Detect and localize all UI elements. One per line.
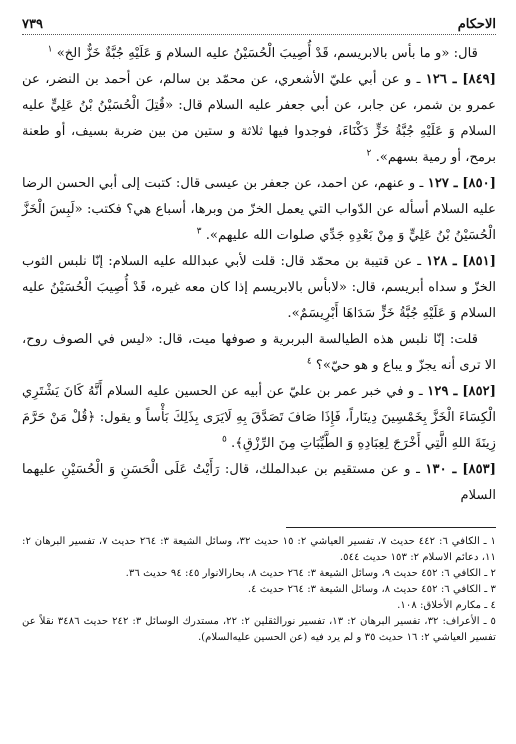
hadith-entry: [٨٤٩] ـ ١٢٦ ـ و عن أبي عليّ الأشعري، عن محمّد بن سالم، عن أحمد بن النضر، عن عمرو بن شمر، عن جابر، عن أبي جعفر عليه السلام قال: «قُتِلَ الْحُسَيْنُ بْنُ عَلِيٍّ عليه السلام وَ عَلَيْهِ جُبَّةُ خَزٍّ دَكْنَاءَ، فوجدوا فيها ثلاثة و ستين من بين ضربة بسيف، أو طعنة برمح، أو رمية بسهم». $^٢$: [22, 72, 496, 165]
footnote-ref[interactable]: ٣: [196, 226, 202, 237]
hadith-number: [٨٥٠] ـ ١٢٧: [427, 176, 497, 191]
footnote-separator: [286, 527, 496, 528]
paragraph: قلت: إنّا نلبس هذه الطيالسة البربرية و صوفها ميت، قال: «ليس في الصوف روح، الا ترى أنه يجزّ و يباع و هو حيّ»؟ $^٤$: [22, 332, 496, 373]
footnote-ref[interactable]: ١: [47, 44, 53, 55]
footnote: ٥ ـ الأعراف: ٣٢، تفسير البرهان ٢: ١٣، تفسير نورالثقلين ٢: ٢٢، مستدرك الوسائل ٣: ٢٤٢ حديث ٣٤٨٦ نقلاً عن تفسير العياشي ٢: ١٦ حديث ٣٥ و لم يرد فيه (عن الحسين عليه‌السلام).: [22, 616, 496, 643]
footnote: ١ ـ الكافي ٦: ٤٤٢ حديث ٧، تفسير العياشي ٢: ١٥ حديث ٣٢، وسائل الشيعة ٣: ٢٦٤ حديث ٧، تفسير البرهان ٢: ١١، دعائم الاسلام ٢: ١٥٣ حديث ٥٤٤.: [22, 536, 496, 563]
footnote: ٢ ـ الكافي ٦: ٤٥٢ حديث ٩، وسائل الشيعة ٣: ٢٦٤ حديث ٨، بحارالانوار ٤٥: ٩٤ حديث ٣٦.: [125, 568, 496, 579]
footnote-ref[interactable]: ٢: [366, 148, 372, 159]
footnote-ref[interactable]: ٤: [306, 356, 312, 367]
footnote: ٣ ـ الكافي ٦: ٤٥٢ حديث ٨، وسائل الشيعة ٣: ٢٦٤ حديث ٤.: [247, 584, 496, 595]
page: [22, 10, 496, 734]
footnote: ٤ ـ مكارم الأخلاق: ١٠٨.: [397, 600, 496, 611]
hadith-number: [٨٥٢] ـ ١٢٩: [427, 384, 496, 399]
page-number: ٧٣٩: [22, 17, 43, 32]
hadith-number: [٨٥١] ـ ١٢٨: [426, 254, 496, 269]
page-header: [22, 10, 496, 35]
main-text: [22, 41, 496, 509]
hadith-entry: [٨٥٣] ـ ١٣٠ ـ و عن مستقيم بن عبدالملك، قال: رَأَيْتُ عَلَى الْحَسَنِ وَ الْحُسَيْنِ عليهما السلام: [22, 462, 496, 503]
hadith-entry: [٨٥٢] ـ ١٢٩ ـ و في خبر عمر بن عليّ عن أبيه عن الحسين عليه السلام أَنَّهُ كَانَ يَشْتَرِي الْكِسَاءَ الْخَزَّ بِخَمْسِينَ دِينَاراً، فَإِذَا صَافَ تَصَدَّقَ بِهِ لَايَرَى بِذَلِكَ بَأْساً و يقول: ﴿قُلْ مَنْ حَرَّمَ زِينَةَ اللهِ الَّتِي أَخْرَجَ لِعِبَادِهِ وَ الطَّيِّبَاتِ مِنَ الرِّزْقِ﴾. $^٥$: [22, 384, 496, 451]
paragraph: قال: «و ما بأس بالابريسم، قَدْ أُصِيبَ الْحُسَيْنُ عليه السلام وَ عَلَيْهِ جُبَّةٌ خَزٌّ الخ» $^١$: [47, 44, 478, 61]
hadith-entry: [٨٥٠] ـ ١٢٧ ـ و عنهم، عن احمد، عن جعفر بن عيسى قال: كتبت إلى أبي الحسن الرضا عليه السلام أسأله عن الدّواب التي يعمل الخزّ من وبرها، أسباع هي؟ فكتب: «لَبِسَ الْخَزَّ الْحُسَيْنُ بْنُ عَلِيٍّ وَ مِنْ بَعْدِهِ جَدِّي صلوات الله عليهم». $^٣$: [22, 176, 497, 243]
footnotes: [22, 534, 496, 646]
hadith-number: [٨٤٩] ـ ١٢٦: [425, 72, 496, 87]
hadith-entry: [٨٥١] ـ ١٢٨ ـ عن قتيبة بن محمّد قال: قلت لأبي عبدالله عليه السلام: إنّا نلبس الثوب الخزّ و سداه أبريسم، قال: «لابأس بالابريسم إذا كان معه غيره، قَدْ أُصِيبَ الْحُسَيْنُ عليه السلام وَ عَلَيْهِ جُبَّةُ خَزٍّ سَدَاهَا أَبْرِيسَمٌ».: [22, 254, 496, 321]
hadith-number: [٨٥٣] ـ ١٣٠: [425, 462, 496, 477]
running-title: الاحكام: [457, 17, 496, 32]
footnote-ref[interactable]: ٥: [221, 434, 227, 445]
